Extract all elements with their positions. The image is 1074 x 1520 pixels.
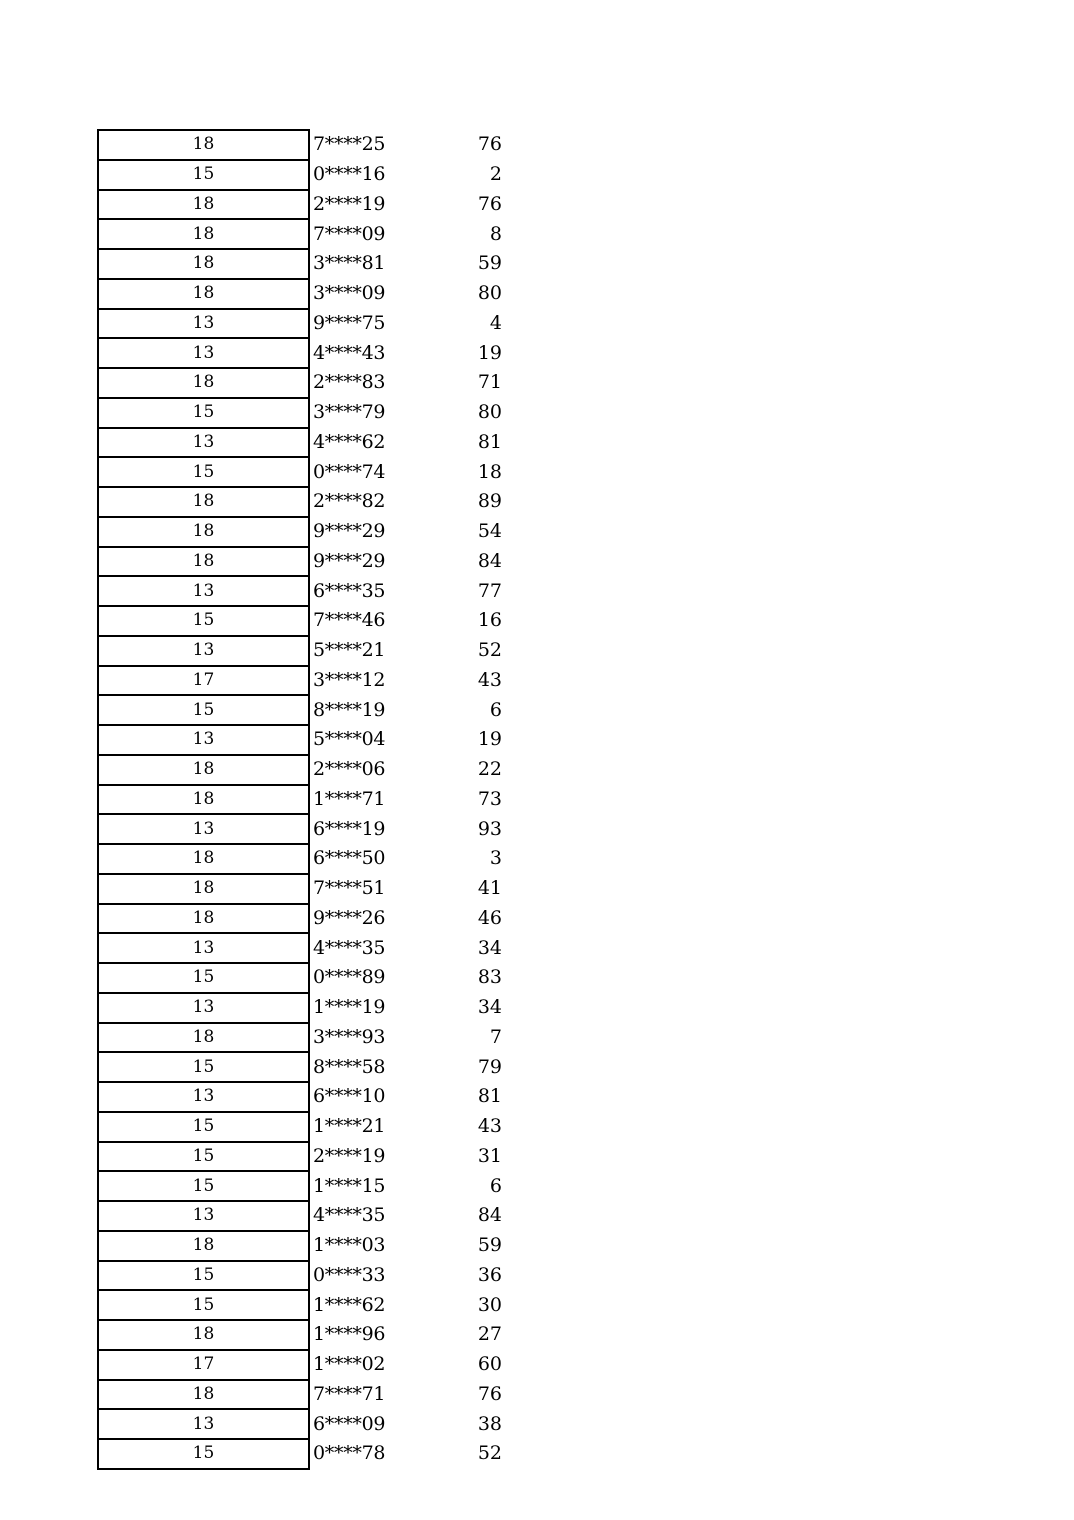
masked-id-cell: 8****19: [313, 698, 386, 721]
table-row: [98, 666, 506, 696]
table-row: [98, 219, 506, 249]
row-number-cell: 13: [98, 428, 309, 458]
masked-id-cell: 4****43: [313, 341, 386, 364]
masked-id-cell: 3****81: [313, 252, 386, 275]
row-number-cell: 15: [98, 1290, 309, 1320]
value-cell: 81: [477, 430, 502, 453]
row-number-cell: 13: [98, 933, 309, 963]
row-number-cell: 15: [98, 398, 309, 428]
masked-id-cell: 7****71: [313, 1382, 386, 1405]
table-row: [98, 1082, 506, 1112]
table-row: [98, 844, 506, 874]
row-number-cell: 18: [98, 904, 309, 934]
masked-id-cell: 5****21: [313, 639, 386, 662]
table-row: [98, 517, 506, 547]
value-cell: 31: [477, 1144, 502, 1167]
table-row: [98, 1052, 506, 1082]
row-number-cell: 13: [98, 1201, 309, 1231]
masked-id-cell: 9****75: [313, 311, 386, 334]
row-number-cell: 15: [98, 1261, 309, 1291]
table-row: [98, 963, 506, 993]
masked-id-cell: 7****25: [313, 133, 386, 156]
value-cell: 89: [477, 490, 502, 513]
row-number-cell: 15: [98, 1052, 309, 1082]
value-cell: 43: [477, 668, 502, 691]
table-row: [98, 190, 506, 220]
table-row: [98, 1439, 506, 1469]
table-row: [98, 1201, 506, 1231]
row-number-cell: 18: [98, 1023, 309, 1053]
masked-id-cell: 0****33: [313, 1263, 386, 1286]
masked-id-cell: 2****83: [313, 371, 386, 394]
row-number-cell: 15: [98, 1142, 309, 1172]
table-row: [98, 368, 506, 398]
row-number-cell: 18: [98, 1380, 309, 1410]
table-row: [98, 130, 506, 160]
table-row: [98, 160, 506, 190]
table-row: [98, 249, 506, 279]
table-row: [98, 309, 506, 339]
value-cell: 2: [489, 163, 502, 186]
row-number-cell: 13: [98, 1409, 309, 1439]
masked-id-cell: 7****51: [313, 877, 386, 900]
table-row: [98, 1171, 506, 1201]
row-number-cell: 18: [98, 785, 309, 815]
masked-id-cell: 4****62: [313, 430, 386, 453]
masked-id-cell: 0****74: [313, 460, 386, 483]
value-cell: 83: [477, 966, 502, 989]
table-row: [98, 547, 506, 577]
value-cell: 54: [477, 520, 502, 543]
value-cell: 7: [489, 1025, 502, 1048]
row-number-cell: 17: [98, 666, 309, 696]
row-number-cell: 18: [98, 487, 309, 517]
value-cell: 59: [477, 252, 502, 275]
data-table: [97, 129, 507, 1470]
value-cell: 38: [477, 1412, 502, 1435]
table-row: [98, 636, 506, 666]
row-number-cell: 18: [98, 130, 309, 160]
masked-id-cell: 3****79: [313, 401, 386, 424]
value-cell: 52: [477, 1442, 502, 1465]
value-cell: 3: [489, 847, 502, 870]
masked-id-cell: 3****12: [313, 668, 386, 691]
value-cell: 16: [477, 609, 502, 632]
masked-id-cell: 6****50: [313, 847, 386, 870]
table-row: [98, 904, 506, 934]
masked-id-cell: 1****21: [313, 1115, 386, 1138]
masked-id-cell: 4****35: [313, 1204, 386, 1227]
masked-id-cell: 9****29: [313, 549, 386, 572]
masked-id-cell: 1****96: [313, 1323, 386, 1346]
table-row: [98, 1112, 506, 1142]
masked-id-cell: 1****62: [313, 1293, 386, 1316]
row-number-cell: 18: [98, 517, 309, 547]
row-number-cell: 18: [98, 249, 309, 279]
row-number-cell: 18: [98, 547, 309, 577]
table-row: [98, 785, 506, 815]
masked-id-cell: 2****19: [313, 192, 386, 215]
masked-id-cell: 3****93: [313, 1025, 386, 1048]
value-cell: 52: [477, 639, 502, 662]
masked-id-cell: 8****58: [313, 1055, 386, 1078]
value-cell: 4: [489, 311, 502, 334]
table-row: [98, 1142, 506, 1172]
table-body: [98, 130, 506, 1469]
row-number-cell: 18: [98, 844, 309, 874]
row-number-cell: 13: [98, 1082, 309, 1112]
masked-id-cell: 2****19: [313, 1144, 386, 1167]
table-row: [98, 428, 506, 458]
table-row: [98, 874, 506, 904]
row-number-cell: 15: [98, 1171, 309, 1201]
value-cell: 76: [477, 1382, 502, 1405]
table-row: [98, 487, 506, 517]
masked-id-cell: 4****35: [313, 936, 386, 959]
masked-id-cell: 0****78: [313, 1442, 386, 1465]
table-row: [98, 1409, 506, 1439]
table-row: [98, 725, 506, 755]
value-cell: 22: [477, 758, 502, 781]
value-cell: 18: [477, 460, 502, 483]
masked-id-cell: 6****35: [313, 579, 386, 602]
value-cell: 60: [477, 1353, 502, 1376]
row-number-cell: 15: [98, 695, 309, 725]
table-row: [98, 1350, 506, 1380]
table-row: [98, 606, 506, 636]
table-row: [98, 576, 506, 606]
value-cell: 19: [477, 728, 502, 751]
value-cell: 81: [477, 1085, 502, 1108]
value-cell: 93: [477, 817, 502, 840]
value-cell: 36: [477, 1263, 502, 1286]
table-row: [98, 814, 506, 844]
value-cell: 46: [477, 906, 502, 929]
masked-id-cell: 6****10: [313, 1085, 386, 1108]
row-number-cell: 13: [98, 576, 309, 606]
table-row: [98, 1023, 506, 1053]
masked-id-cell: 0****89: [313, 966, 386, 989]
row-number-cell: 18: [98, 874, 309, 904]
row-number-cell: 13: [98, 636, 309, 666]
row-number-cell: 13: [98, 814, 309, 844]
masked-id-cell: 9****29: [313, 520, 386, 543]
row-number-cell: 13: [98, 309, 309, 339]
row-number-cell: 18: [98, 368, 309, 398]
masked-id-cell: 2****82: [313, 490, 386, 513]
value-cell: 80: [477, 282, 502, 305]
row-number-cell: 15: [98, 457, 309, 487]
table-row: [98, 398, 506, 428]
masked-id-cell: 7****09: [313, 222, 386, 245]
row-number-cell: 18: [98, 219, 309, 249]
row-number-cell: 15: [98, 1439, 309, 1469]
row-number-cell: 18: [98, 190, 309, 220]
value-cell: 76: [477, 133, 502, 156]
row-number-cell: 13: [98, 993, 309, 1023]
masked-id-cell: 0****16: [313, 163, 386, 186]
row-number-cell: 18: [98, 279, 309, 309]
masked-id-cell: 9****26: [313, 906, 386, 929]
value-cell: 80: [477, 401, 502, 424]
value-cell: 30: [477, 1293, 502, 1316]
row-number-cell: 13: [98, 725, 309, 755]
masked-id-cell: 1****15: [313, 1174, 386, 1197]
row-number-cell: 18: [98, 1320, 309, 1350]
table-row: [98, 1231, 506, 1261]
masked-id-cell: 6****09: [313, 1412, 386, 1435]
value-cell: 84: [477, 1204, 502, 1227]
row-number-cell: 15: [98, 160, 309, 190]
value-cell: 6: [489, 698, 502, 721]
table-row: [98, 457, 506, 487]
masked-id-cell: 3****09: [313, 282, 386, 305]
value-cell: 79: [477, 1055, 502, 1078]
table-row: [98, 338, 506, 368]
value-cell: 19: [477, 341, 502, 364]
table-row: [98, 1261, 506, 1291]
masked-id-cell: 5****04: [313, 728, 386, 751]
table-row: [98, 695, 506, 725]
value-cell: 43: [477, 1115, 502, 1138]
table-row: [98, 1320, 506, 1350]
row-number-cell: 15: [98, 963, 309, 993]
masked-id-cell: 1****19: [313, 996, 386, 1019]
value-cell: 6: [489, 1174, 502, 1197]
table-row: [98, 933, 506, 963]
value-cell: 34: [477, 996, 502, 1019]
value-cell: 84: [477, 549, 502, 572]
row-number-cell: 15: [98, 606, 309, 636]
value-cell: 34: [477, 936, 502, 959]
table-row: [98, 1290, 506, 1320]
row-number-cell: 18: [98, 755, 309, 785]
value-cell: 73: [477, 787, 502, 810]
value-cell: 8: [489, 222, 502, 245]
value-cell: 77: [477, 579, 502, 602]
row-number-cell: 13: [98, 338, 309, 368]
table-row: [98, 755, 506, 785]
value-cell: 59: [477, 1234, 502, 1257]
row-number-cell: 18: [98, 1231, 309, 1261]
row-number-cell: 17: [98, 1350, 309, 1380]
masked-id-cell: 2****06: [313, 758, 386, 781]
masked-id-cell: 1****03: [313, 1234, 386, 1257]
value-cell: 76: [477, 192, 502, 215]
value-cell: 27: [477, 1323, 502, 1346]
table-row: [98, 1380, 506, 1410]
value-cell: 71: [477, 371, 502, 394]
value-cell: 41: [477, 877, 502, 900]
masked-id-cell: 1****71: [313, 787, 386, 810]
masked-id-cell: 1****02: [313, 1353, 386, 1376]
masked-id-cell: 7****46: [313, 609, 386, 632]
table-row: [98, 279, 506, 309]
masked-id-cell: 6****19: [313, 817, 386, 840]
table-row: [98, 993, 506, 1023]
row-number-cell: 15: [98, 1112, 309, 1142]
